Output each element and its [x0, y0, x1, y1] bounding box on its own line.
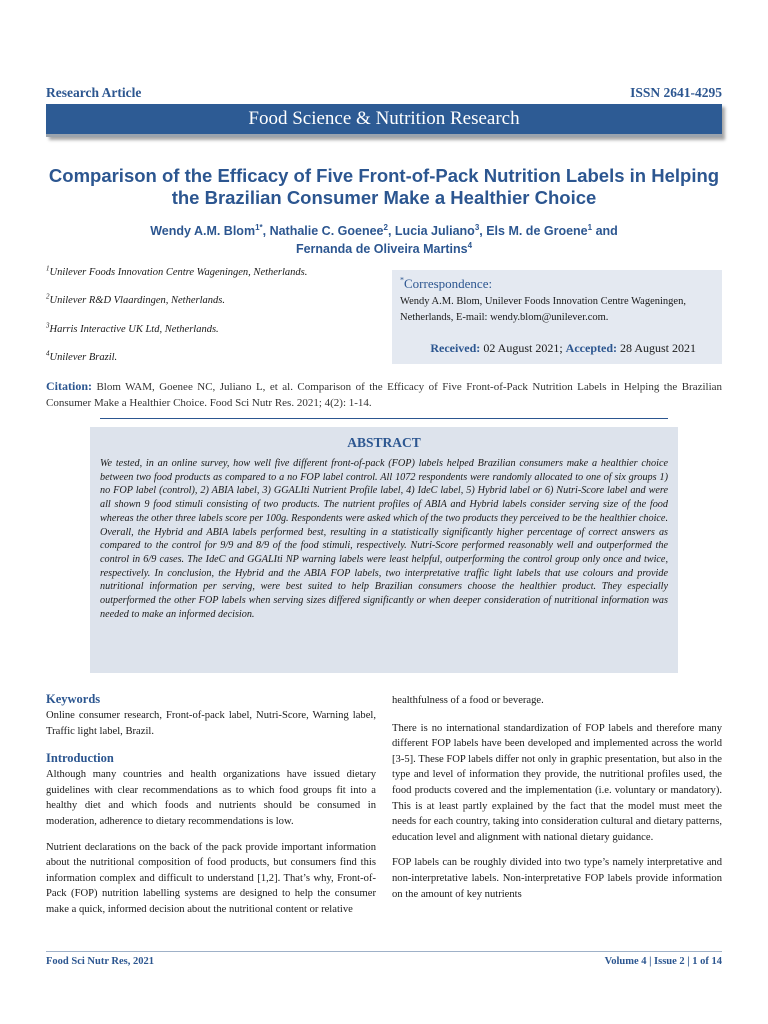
affiliation-1: $^1$Unilever Foods Innovation Centre Wageningen, Netherlands.: [46, 264, 308, 278]
article-type: Research Article: [46, 85, 142, 100]
citation-label: Citation:: [46, 379, 92, 393]
citation: [46, 378, 722, 411]
introduction-heading: Introduction: [46, 751, 114, 766]
section-divider: [100, 418, 668, 419]
right-paragraph-1: healthfulness of a food or beverage.: [392, 695, 544, 706]
author: Wendy A.M. Blom$^{1*}$,: [150, 222, 270, 238]
intro-paragraph-1: Although many countries and health organizations have issued dietary guidelines with clear recommendations as to which food groups fit into a healthy diet and which foods and nutrients should be consumed in moderation, adherence to dietary recommendations is low.: [46, 769, 376, 827]
article-dates: Received: 02 August 2021; Accepted: 28 August 2021: [430, 341, 696, 355]
citation-text: Blom WAM, Goenee NC, Juliano L, et al. Comparison of the Efficacy of Five Front-of-Pack Nutrition Labels in Helping the Brazilian Consumer Make a Healthier Choice. Food Sci Nutr Res. 2021; 4(2): 1-14.: [46, 381, 723, 409]
author-list: [60, 222, 708, 258]
abstract-box: [90, 427, 678, 673]
issn: ISSN 2641-4295: [630, 85, 722, 100]
right-paragraph-3: FOP labels can be roughly divided into two type’s namely interpretative and non-interpretative labels. Non-interpretative FOP labels provide information on the amount of key nutrients: [392, 857, 722, 900]
keywords-text: Online consumer research, Front-of-pack label, Nutri-Score, Warning label, Traffic light label, Brazil.: [46, 710, 376, 737]
author: Lucia Juliano$^3$,: [394, 222, 487, 238]
left-column: [46, 692, 376, 918]
paper-title: Comparison of the Efficacy of Five Front-of-Pack Nutrition Labels in Helping the Brazilian Consumer Make a Healthier Choice: [48, 165, 720, 208]
right-paragraph-2: There is no international standardization of FOP labels and therefore many different FOP labels have been developed and implemented across the world [3-5]. These FOP labels differ not only in graphic presentation, but also in the type and level of information they provide, the nutritional profiles used, the food products covered and the implementation (i.e. voluntary or mandatory). This is at least partly explained by the fact that the model must meet the needs for each country, taking into consideration cultural and dietary patterns, education level and alignment with national dietary guidance.: [392, 722, 722, 843]
author: Nathalie C. Goenee$^2$,: [269, 222, 395, 238]
correspondence-text: Wendy A.M. Blom, Unilever Foods Innovation Centre Wageningen, Netherlands, E-mail: wendy.blom@unilever.com.: [400, 296, 686, 323]
page-header: [46, 84, 722, 102]
journal-name: Food Science & Nutrition Research: [248, 108, 520, 129]
abstract-title: ABSTRACT: [347, 435, 421, 450]
author: Fernanda de Oliveira Martins$^4$: [295, 240, 473, 256]
footer-pagination: Volume 4 | Issue 2 | 1 of 14: [604, 955, 722, 967]
abstract-text: We tested, in an online survey, how well five different front-of-pack (FOP) labels helped Brazilian consumers make a healthier choice between two food products as compared to a no FOP label control. All 1072 respondents were randomly allocated to one of six groups 1) no FOP label (control), 2) ABIA label, 3) GGALIti Nutrient Profile label, 4) IdeC label, 5) Hybrid label or 6) Nutri-Score label and were all shown 9 food stimuli consisting of two products. The nutrient profiles of ABIA and Hybrid labels consider serving size of the food whereas the other three labels score per 100g. Respondents were asked which of the two products they perceived to be the healthier choice. Overall, the Hybrid and ABIA labels performed best, resulting in a statistically significantly higher percentage of correct answers as compared to the control for 9/9 and 8/9 of the food stimuli, respectively. Nutri-Score performed reasonably well and outperformed the control in 6/9 cases. The IdeC and GGALIti NP warning labels were least helpful, outperforming the control group only once and twice, respectively. In conclusion, the Hybrid and the ABIA FOP labels, two interpretative traffic light labels that use colours and provide nutritional information per serving, were best suited to help Brazilian consumers choose the healthier product. They especially outperformed the other FOP labels when serving sizes differed significantly or when deeper consideration of nutritional information was needed to make an informed decision.: [100, 458, 668, 620]
intro-paragraph-2: Nutrient declarations on the back of the pack provide important information about the nutritional composition of food products, but consumers find this information complex and difficult to understand [1,2]. That’s why, Front-of-Pack (FOP) nutrition labelling systems are designed to help the consumer make a quick, informed decision about the nutritional content or relative: [46, 841, 376, 915]
journal-banner: [46, 104, 722, 137]
right-column: [392, 693, 722, 902]
footer-divider: [46, 951, 722, 952]
affiliation-4: $^4$Unilever Brazil.: [46, 349, 118, 363]
affiliation-2: $^2$Unilever R&D Vlaardingen, Netherlands.: [46, 292, 225, 306]
keywords-heading: Keywords: [46, 692, 101, 706]
correspondence-title: *Correspondence:: [400, 275, 493, 291]
affiliation-3: $^3$Harris Interactive UK Ltd, Netherlands.: [46, 321, 219, 335]
page-footer: [46, 954, 722, 968]
correspondence-box: [392, 270, 722, 364]
author: Els M. de Groene$^1$ and: [486, 222, 618, 238]
footer-journal: Food Sci Nutr Res, 2021: [46, 955, 155, 967]
